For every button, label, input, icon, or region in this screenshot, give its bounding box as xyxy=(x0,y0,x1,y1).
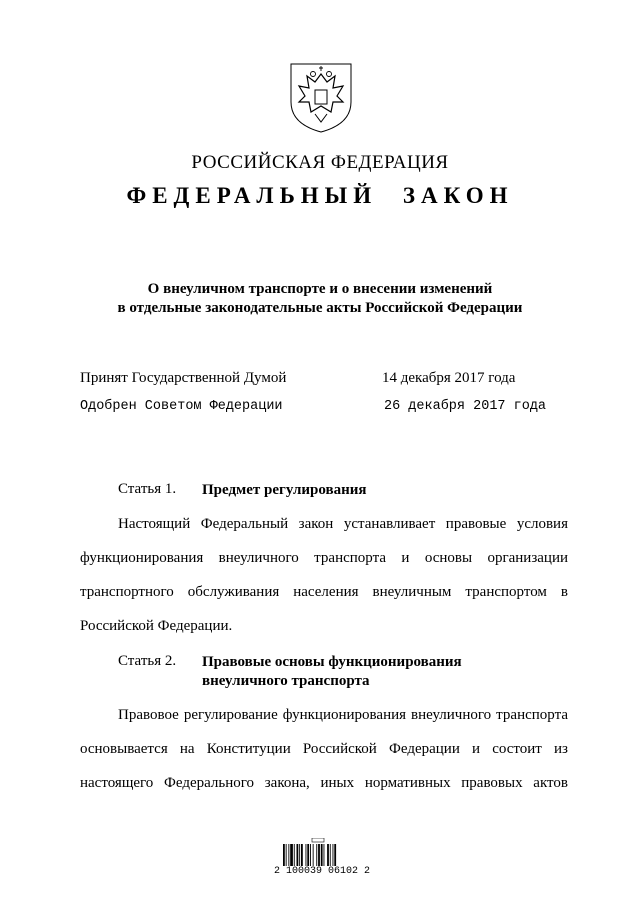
law-title-line-2: в отдельные законодательные акты Российской Федерации xyxy=(117,300,523,316)
paragraph-line: функционирования внеуличного транспорта и основы организации xyxy=(80,550,568,566)
country-name: РОССИЙСКАЯ ФЕДЕРАЦИЯ xyxy=(191,152,449,173)
article-2-heading xyxy=(202,653,462,691)
paragraph-line: основывается на Конституции Российской Федерации и состоит из xyxy=(80,741,568,757)
paragraph-line: транспортного обслуживания населения внеуличным транспортом в xyxy=(80,584,568,600)
paragraph-line: Правовое регулирование функционирования внеуличного транспорта xyxy=(118,707,568,723)
article-1-heading: Предмет регулирования xyxy=(202,482,367,498)
adoption-council-date: 26 декабря 2017 года xyxy=(384,399,547,414)
adoption-duma-date: 14 декабря 2017 года xyxy=(382,370,516,386)
barcode-number: 2 100039 06102 2 xyxy=(273,866,370,877)
law-title xyxy=(0,280,640,318)
paragraph-line: Настоящий Федеральный закон устанавливает правовые условия xyxy=(118,516,568,532)
paragraph-line: Российской Федерации. xyxy=(80,618,233,634)
article-2-heading-line-2: внеуличного транспорта xyxy=(202,673,370,689)
article-1-text xyxy=(80,514,568,650)
article-2-heading-line-1: Правовые основы функционирования xyxy=(202,654,462,670)
paragraph-line: настоящего Федерального закона, иных нормативных правовых актов xyxy=(80,775,568,791)
adoption-duma-label: Принят Государственной Думой xyxy=(80,370,287,386)
article-2-number: Статья 2. xyxy=(118,653,177,669)
law-kind-heading: ФЕДЕРАЛЬНЫЙ ЗАКОН xyxy=(126,183,514,208)
article-1-number: Статья 1. xyxy=(118,481,177,497)
law-title-line-1: О внеуличном транспорте и о внесении изменений xyxy=(147,281,493,297)
adoption-council-label: Одобрен Советом Федерации xyxy=(80,399,283,414)
coat-of-arms-icon xyxy=(289,62,353,134)
article-2-text xyxy=(80,705,568,807)
